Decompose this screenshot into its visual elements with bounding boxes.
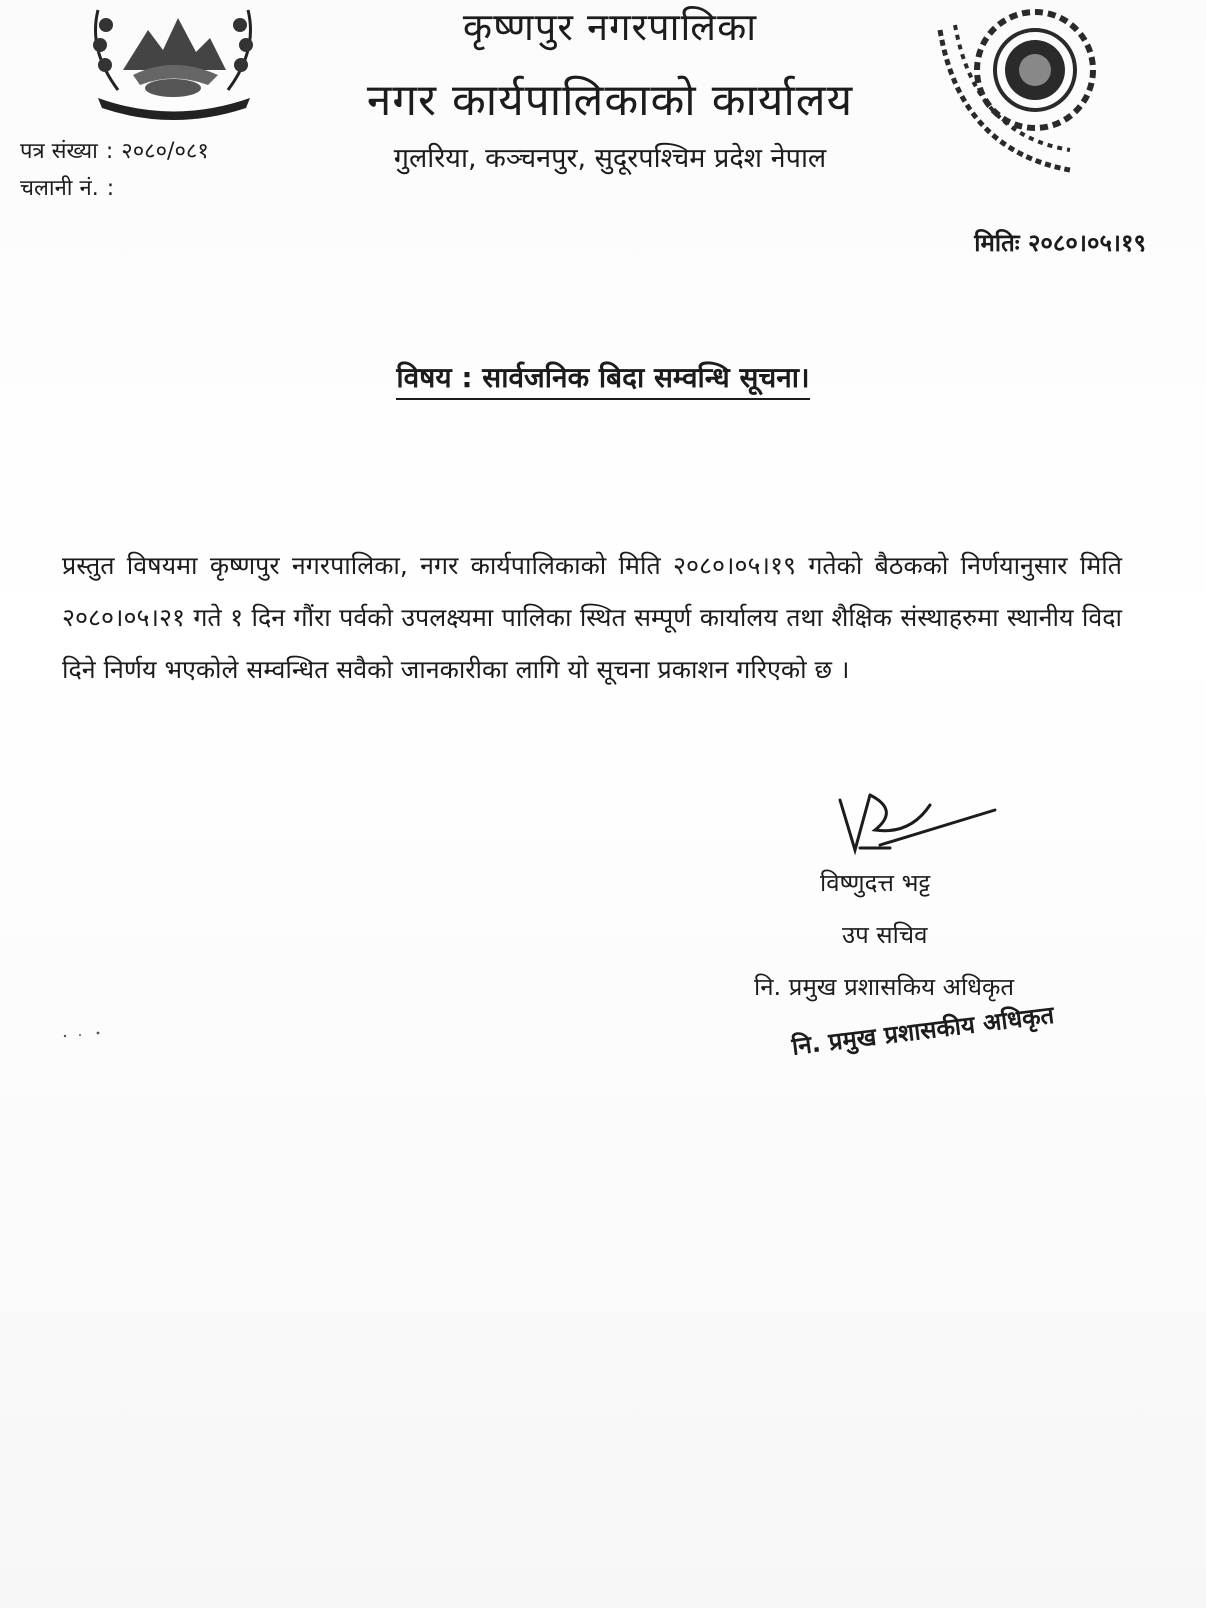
notice-body: प्रस्तुत विषयमा कृष्णपुर नगरपालिका, नगर कार्यपालिकाको मिति २०८०।०५।१९ गतेको बैठकको निर्णयानुसार मिति २०८०।०५।२१ गते १ दिन गौंरा पर्वको उपलक्ष्यमा पालिका स्थित सम्पूर्ण कार्यालय तथा शैक्षिक संस्थाहरुमा स्थानीय विदा दिने निर्णय भएकोले सम्वन्धित सवैको जानकारीका लागि यो सूचना प्रकाशन गरिएको छ । xyxy=(62,551,1122,684)
officer-stamp: नि. प्रमुख प्रशासकीय अधिकृत xyxy=(790,1000,1056,1061)
signature-icon xyxy=(830,780,1000,860)
chalani-number-label: चलानी नं. xyxy=(20,176,99,201)
subject: विषय : सार्वजनिक बिदा सम्वन्धि सूचना। xyxy=(396,361,809,400)
issue-date xyxy=(974,226,1146,259)
office-name: नगर कार्यपालिकाको कार्यालय xyxy=(366,75,854,126)
date-value: २०८०।०५।१९ xyxy=(1027,229,1146,257)
chalani-number: चलानी नं. : xyxy=(20,176,115,201)
municipality-name: कृष्णपुर नगरपालिका xyxy=(462,5,758,49)
date-label: मितिः xyxy=(974,229,1020,257)
letter-number-label: पत्र संख्या xyxy=(20,139,98,164)
letter-number-value: २०८०/०८१ xyxy=(121,139,209,164)
signatory-officer: नि. प्रमुख प्रशासकिय अधिकृत xyxy=(754,973,1015,1001)
signatory-post: उप सचिव xyxy=(842,921,928,949)
ink-speck xyxy=(60,1030,120,1040)
subject-line xyxy=(0,358,1206,396)
subject-text: सार्वजनिक बिदा सम्वन्धि सूचना। xyxy=(482,361,810,394)
municipality-office-stamp-icon xyxy=(920,0,1120,190)
signatory-name: विष्णुदत्त भट्ट xyxy=(820,869,931,897)
letter-number: पत्र संख्या : २०८०/०८१ xyxy=(20,139,209,164)
nepal-government-emblem-icon xyxy=(78,0,268,120)
office-address: गुलरिया, कञ्चनपुर, सुदूरपश्चिम प्रदेश नेपाल xyxy=(393,143,827,174)
subject-label: विषय xyxy=(396,361,452,394)
